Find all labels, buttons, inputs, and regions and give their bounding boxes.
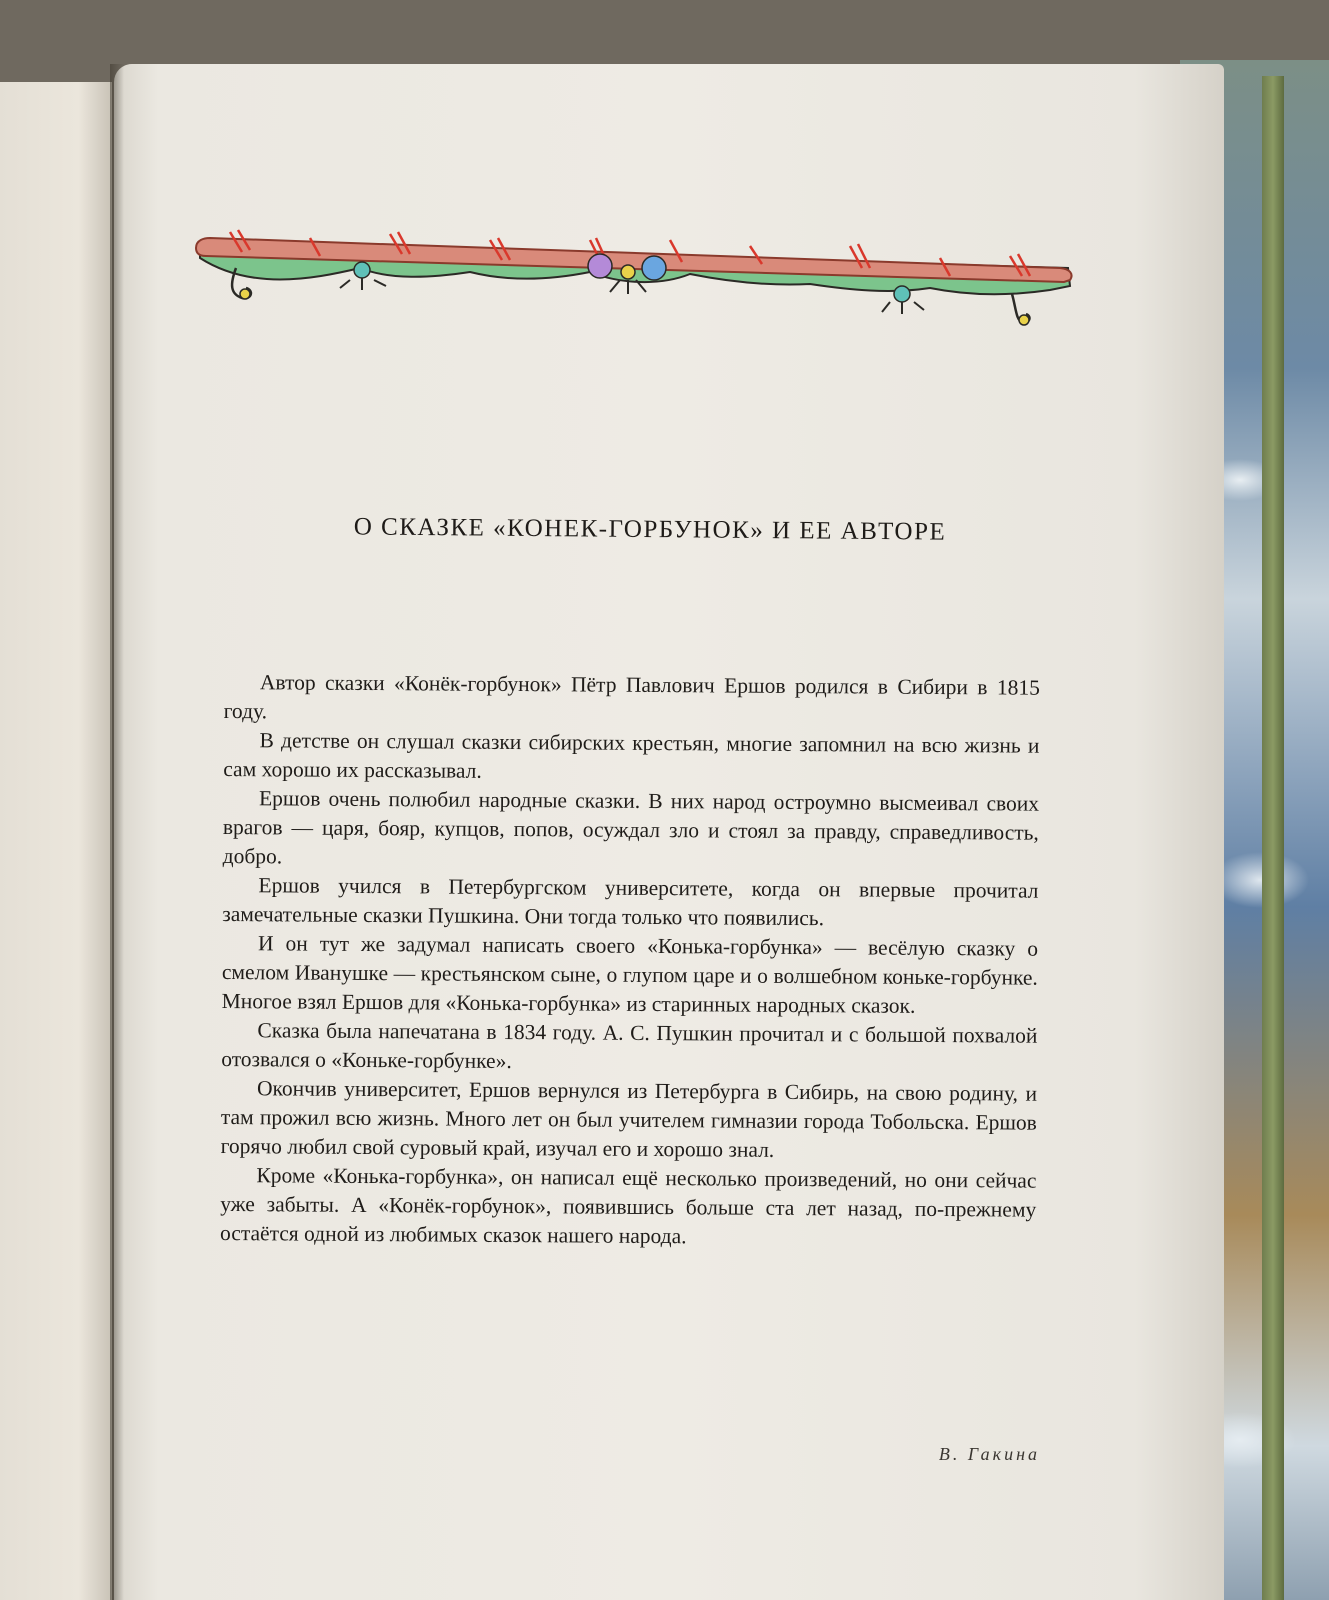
painted-beam-ornament-icon [190,228,1090,348]
paragraph: Автор сказки «Конёк-горбунок» Пётр Павлович Ершов родился в Сибири в 1815 году. [223,670,1040,724]
paragraph: Окончив университет, Ершов вернулся из Петербурга в Сибирь, на свою родину, и там прожил всю жизнь. Много лет он был учителем гимназии города Тобольска. Ершов горячо любил свой суровый край, изучал его и хорошо знал. [220,1076,1038,1162]
paragraph: Ершов учился в Петербургском университете, когда он впервые прочитал замечательные сказки Пушкина. Они тогда только что появились. [222,873,1039,931]
paragraph: Сказка была напечатана в 1834 году. А. С. Пушкин прочитал и с большой похвалой отозвался о «Коньке-горбунке». [221,1018,1038,1074]
paragraph: Кроме «Конька-горбунка», он написал ещё несколько произведений, но они сейчас уже забыты. А «Конёк-горбунок», появившись больше ста лет назад, по-прежнему остаётся одной из любимых сказок нашего народа. [219,1163,1037,1249]
left-curl-bead [240,289,250,299]
right-curl-bead [1019,315,1029,325]
article-body [220,668,1040,1254]
author-signature: В. Гакина [938,1444,1040,1464]
page-title: О СКАЗКЕ «КОНЕК-ГОРБУНОК» И ЕЕ АВТОРЕ [353,513,947,546]
paragraph: В детстве он слушал сказки сибирских крестьян, многие запомнил на всю жизнь и сам хорошо их рассказывал. [223,728,1040,783]
paragraph: И он тут же задумал написать своего «Конька-горбунка» — весёлую сказку о смелом Иванушке — крестьянском сыне, о глупом царе и о волшебном коньке-горбунке. Многое взял Ершов для «Конька-горбунка» из старинных народных сказок. [221,931,1039,1018]
paragraph: Ершов очень полюбил народные сказки. В них народ остроумно высмеивал своих врагов — царя, бояр, купцов, попов, осуждал зло и стоял за правду, справедливость, добро. [222,786,1040,869]
book-cover-edge [1262,76,1284,1600]
left-page [0,82,112,1600]
gutter-shadow [110,64,124,1600]
